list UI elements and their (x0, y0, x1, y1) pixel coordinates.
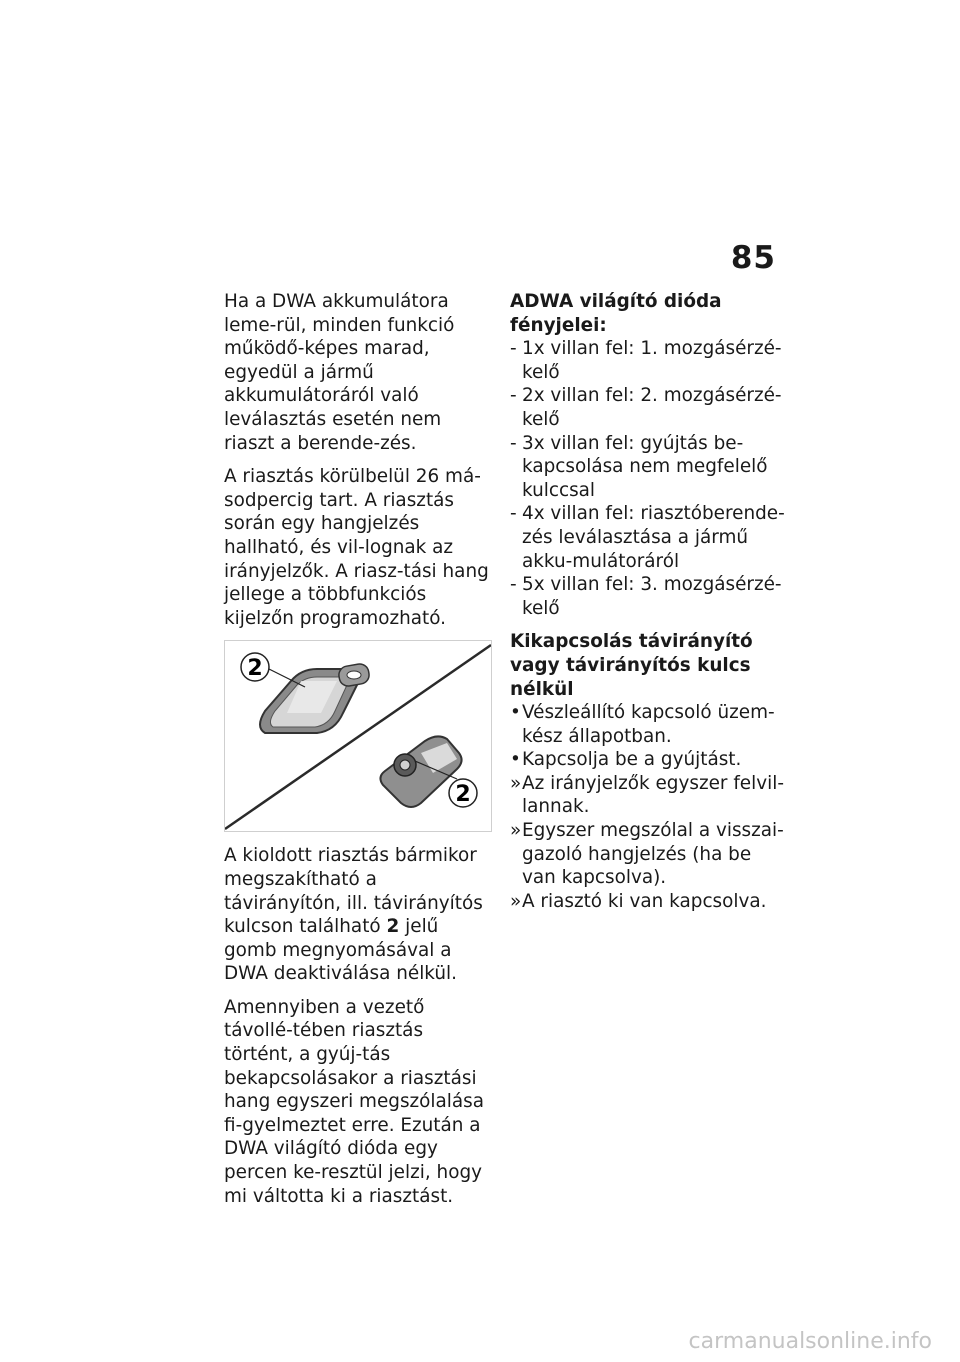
result-marker: » (510, 820, 522, 842)
flash-list-item: - 1x villan fel: 1. mozgásérzé-kelő (510, 338, 782, 383)
remote-key-figure (224, 640, 492, 832)
bullet-marker: • (510, 749, 521, 771)
flash-list-item: - 2x villan fel: 2. mozgásérzé-kelő (510, 385, 782, 430)
dash-marker: - (510, 574, 517, 596)
steps-list (510, 701, 786, 913)
dash-marker: - (510, 432, 517, 454)
right-column (510, 290, 786, 913)
step-item: • Vészleállító kapcsoló üzem-kész állapotban. (510, 702, 775, 747)
result-item: » Az irányjelzők egyszer felvil-lannak. (510, 772, 784, 818)
result-marker: » (510, 772, 522, 794)
absence-alarm-paragraph: Amennyiben a vezető távollé-tében riasztás történt, a gyúj-tás bekapcsolásakor a riasztási hang egyszeri megszólalása fi-gyelmeztet erre. Ezután a DWA világító dióda egy percen ke-resztül jelzi, hogy mi váltotta ki a riasztást. (224, 996, 485, 1207)
flash-list-item: - 5x villan fel: 3. mozgásérzé-kelő (510, 574, 782, 619)
dash-marker: - (510, 503, 517, 525)
result-marker: » (510, 890, 522, 912)
flash-list-item: - 4x villan fel: riasztóberende-zés leválasztása a jármű akku-mulátoráról (510, 503, 785, 572)
result-item: » A riasztó ki van kapcsolva. (510, 890, 767, 912)
interrupt-text-1: A kioldott riasztás bármikor megszakítható a távirányítón, ill. távirányítós kulcson található (224, 845, 483, 938)
flash-list-item: - 3x villan fel: gyújtás be-kapcsolása nem megfelelő kulccsal (510, 432, 768, 501)
dash-marker: - (510, 385, 517, 407)
watermark: carmanualsonline.info (688, 1329, 932, 1354)
button-reference: 2 (386, 916, 400, 938)
battery-paragraph: Ha a DWA akkumulátora leme-rül, minden funkció működő-képes marad, egyedül a jármű akkumulátoráról való leválasztás esetén nem riaszt a berende-zés. (224, 291, 455, 454)
bullet-marker: • (510, 702, 521, 724)
interrupt-text-2: jelű gomb megnyomásával a DWA deaktiválása nélkül. (224, 916, 457, 985)
step-item: • Kapcsolja be a gyújtást. (510, 749, 742, 771)
remote-key-illustration (225, 641, 491, 831)
page-number: 85 (730, 240, 776, 276)
figure-label-top: 2 (247, 656, 263, 682)
alarm-duration-paragraph: A riasztás körülbelül 26 má-sodpercig tart. A riasztás során egy hangjelzés hallható, és vil-lognak az irányjelzők. A riasz-tási hang jellege a többfunkciós kijelzőn programozható. (224, 466, 489, 629)
disable-without-remote-heading: Kikapcsolás távirányító vagy távirányítós kulcs nélkül (510, 631, 753, 700)
figure-label-bottom: 2 (455, 782, 471, 808)
result-item: » Egyszer megszólal a visszai-gazoló hangjelzés (ha be van kapcsolva). (510, 820, 784, 889)
left-column (224, 290, 492, 1218)
flash-list (510, 337, 786, 620)
dash-marker: - (510, 338, 517, 360)
led-signals-heading: ADWA világító dióda fényjelei: (510, 291, 722, 336)
interrupt-alarm-paragraph (224, 844, 492, 986)
